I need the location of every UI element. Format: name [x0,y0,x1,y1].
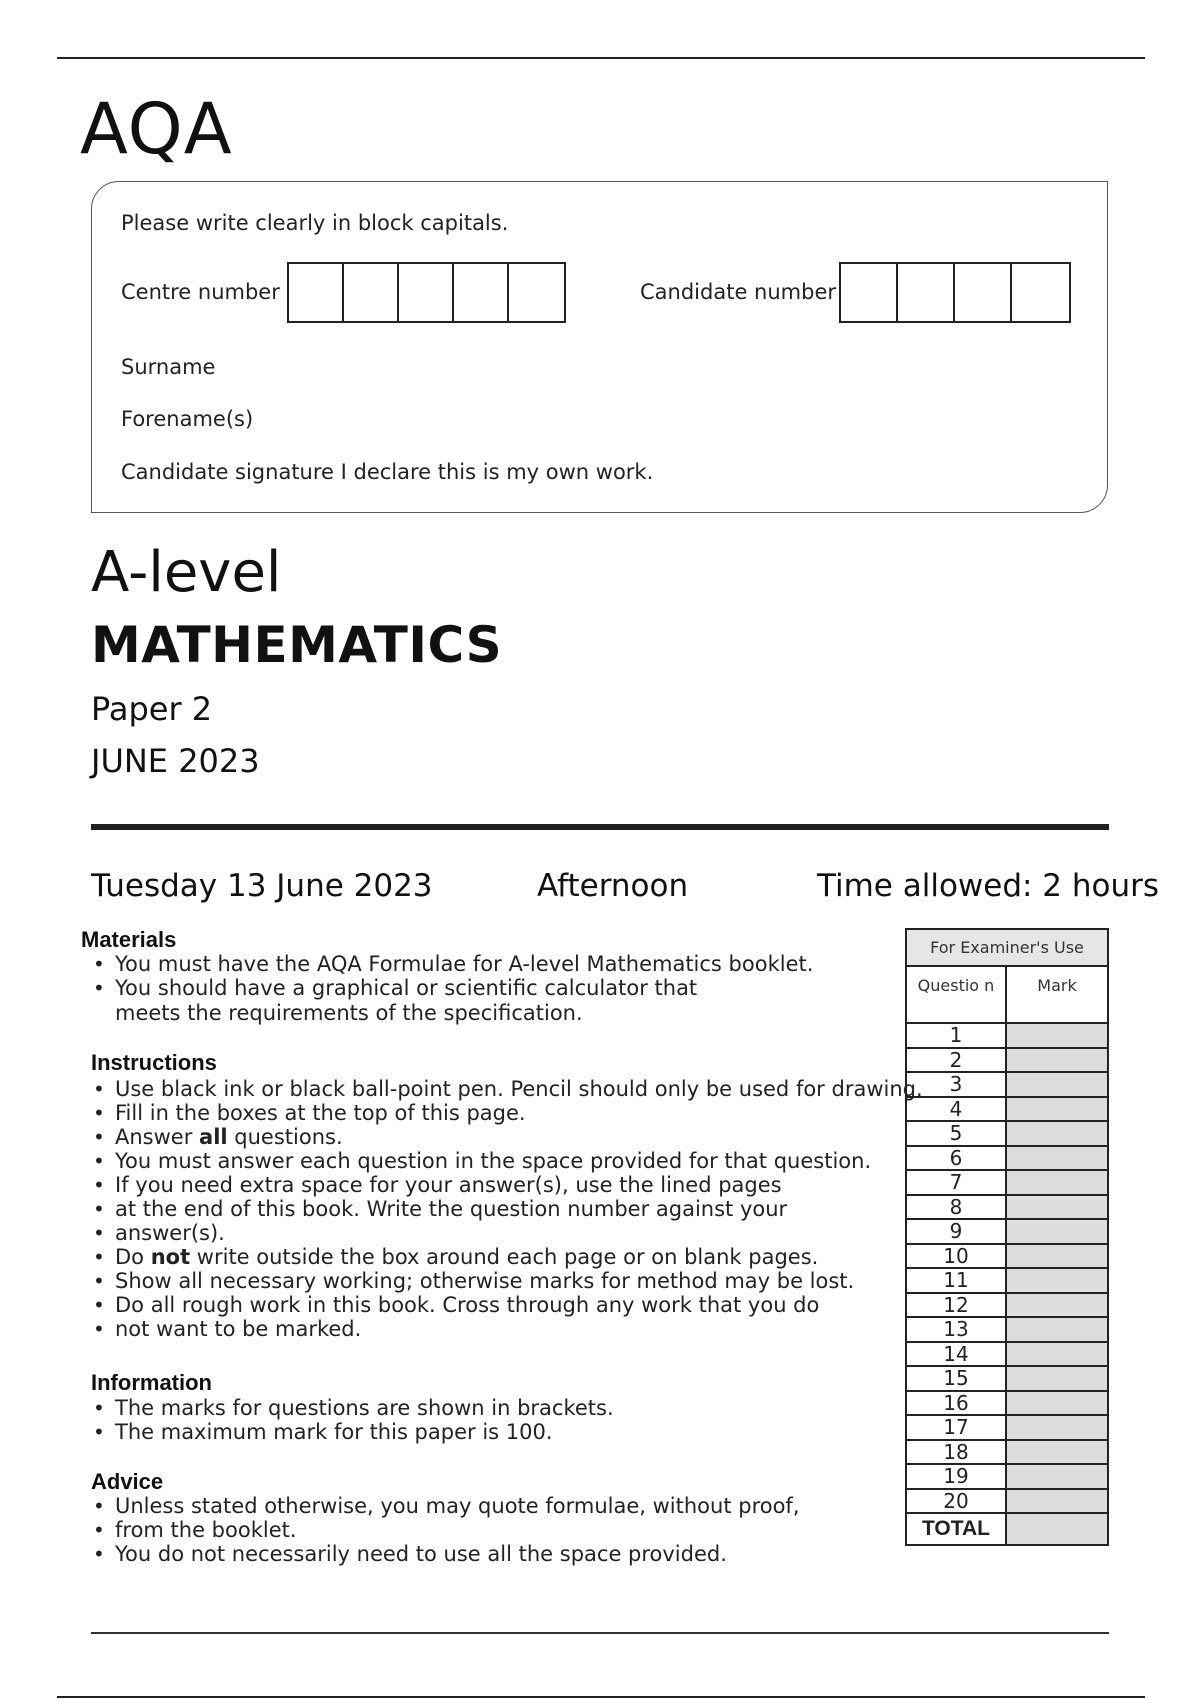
table-row [906,1072,1108,1097]
centre-number-box[interactable] [509,264,564,321]
question-number-cell: 14 [906,1342,1006,1367]
instructions-list [91,1077,923,1341]
list-item: • Unless stated otherwise, you may quote formulae, without proof, [91,1494,800,1518]
list-item: • The marks for questions are shown in brackets. [91,1396,614,1420]
question-number-cell: 19 [906,1464,1006,1489]
materials-list [91,952,813,1000]
question-number-cell: 4 [906,1097,1006,1122]
examiner-table-title: For Examiner's Use [906,929,1108,966]
mark-cell[interactable] [1006,1244,1108,1269]
bottom-rule [57,1696,1145,1698]
list-item: • Show all necessary working; otherwise marks for method may be lost. [91,1269,923,1293]
list-item-continuation [91,1317,923,1341]
question-number-cell: 20 [906,1489,1006,1514]
text: Answer [115,1125,200,1149]
mark-cell[interactable] [1006,1440,1108,1465]
mark-cell[interactable] [1006,1366,1108,1391]
mark-cell[interactable] [1006,1219,1108,1244]
table-row [906,1097,1108,1122]
table-row [906,1489,1108,1514]
question-number-cell: 3 [906,1072,1006,1097]
list-item-continuation [91,1221,923,1245]
candidate-number-box[interactable] [841,264,898,321]
question-number-cell: 9 [906,1219,1006,1244]
mark-cell[interactable] [1006,1072,1108,1097]
mark-cell[interactable] [1006,1391,1108,1416]
centre-number-box[interactable] [289,264,344,321]
centre-number-box[interactable] [399,264,454,321]
question-column-header: Questio n [906,966,1006,1023]
table-row [906,1464,1108,1489]
mark-column-header: Mark [1006,966,1108,1023]
advice-heading: Advice [91,1469,164,1494]
question-number-cell: 1 [906,1023,1006,1048]
mark-cell[interactable] [1006,1097,1108,1122]
list-item-continuation [91,1518,800,1542]
emphasis: all [199,1125,228,1149]
emphasis: not [150,1245,191,1269]
question-number-cell: 18 [906,1440,1006,1465]
list-item [91,1125,923,1149]
time-allowed: Time allowed: 2 hours [817,868,1160,904]
question-number-cell: 15 [906,1366,1006,1391]
mark-cell[interactable] [1006,1489,1108,1514]
mark-cell[interactable] [1006,1023,1108,1048]
question-number-cell: 2 [906,1048,1006,1073]
signature-label: Candidate signature I declare this is my own work. [121,460,654,484]
table-row [906,1293,1108,1318]
question-number-cell: 8 [906,1195,1006,1220]
qualification-level: A-level [91,540,282,605]
text: answer(s). [115,1221,225,1245]
text: questions. [227,1125,343,1149]
candidate-number-boxes[interactable] [839,262,1071,323]
candidate-number-label: Candidate number [640,280,836,304]
text: write outside the box around each page or on blank pages. [190,1245,819,1269]
total-mark-cell[interactable] [1006,1513,1108,1545]
table-row [906,1121,1108,1146]
table-row [906,1146,1108,1171]
list-item-continuation: meets the requirements of the specification. [115,1001,583,1025]
list-item [91,1245,923,1269]
text: at the end of this book. Write the question number against your [115,1197,788,1221]
footer-rule [91,1632,1109,1634]
question-number-cell: 7 [906,1170,1006,1195]
question-number-cell: 16 [906,1391,1006,1416]
examiner-use-table [905,928,1109,1546]
question-number-cell: 12 [906,1293,1006,1318]
list-item-continuation [91,1197,923,1221]
information-heading: Information [91,1370,212,1395]
question-number-cell: 17 [906,1415,1006,1440]
mark-cell[interactable] [1006,1293,1108,1318]
table-row [906,1415,1108,1440]
table-row [906,1391,1108,1416]
table-row [906,1317,1108,1342]
list-item: • Fill in the boxes at the top of this page. [91,1101,923,1125]
list-item: • You must answer each question in the space provided for that question. [91,1149,923,1173]
forename-label: Forename(s) [121,407,254,431]
list-item: • You must have the AQA Formulae for A-level Mathematics booklet. [91,952,813,976]
table-row [906,1342,1108,1367]
series-date: JUNE 2023 [91,742,260,780]
surname-label: Surname [121,355,216,379]
question-rows [906,1023,1108,1513]
text: not want to be marked. [115,1317,362,1341]
table-row [906,1195,1108,1220]
centre-number-boxes[interactable] [287,262,566,323]
mark-cell[interactable] [1006,1170,1108,1195]
top-rule [57,57,1145,59]
table-row [906,1170,1108,1195]
paper-number: Paper 2 [91,690,213,728]
table-row [906,1268,1108,1293]
block-capitals-instruction: Please write clearly in block capitals. [121,211,509,235]
advice-list [91,1494,800,1566]
title-divider [91,824,1109,830]
table-row [906,1023,1108,1048]
mark-cell[interactable] [1006,1121,1108,1146]
question-number-cell: 13 [906,1317,1006,1342]
text: from the booklet. [115,1518,297,1542]
question-number-cell: 10 [906,1244,1006,1269]
exam-day: Tuesday 13 June 2023 [91,868,433,904]
candidate-number-box[interactable] [955,264,1012,321]
candidate-number-box[interactable] [898,264,955,321]
table-row [906,1440,1108,1465]
centre-number-label: Centre number [121,280,280,304]
text: Do [115,1245,151,1269]
exam-session: Afternoon [537,868,689,904]
list-item: • Do all rough work in this book. Cross through any work that you do [91,1293,923,1317]
mark-cell[interactable] [1006,1415,1108,1440]
mark-cell[interactable] [1006,1317,1108,1342]
table-row [906,1366,1108,1391]
table-row [906,1219,1108,1244]
mark-cell[interactable] [1006,1195,1108,1220]
list-item: • You do not necessarily need to use all the space provided. [91,1542,800,1566]
mark-cell[interactable] [1006,1342,1108,1367]
mark-cell[interactable] [1006,1146,1108,1171]
table-row [906,1048,1108,1073]
question-number-cell: 11 [906,1268,1006,1293]
mark-cell[interactable] [1006,1048,1108,1073]
total-label: TOTAL [906,1513,1006,1545]
candidate-number-box[interactable] [1012,264,1069,321]
list-item: • The maximum mark for this paper is 100. [91,1420,614,1444]
subject-title: MATHEMATICS [91,616,503,674]
table-row [906,1244,1108,1269]
list-item: • If you need extra space for your answer(s), use the lined pages [91,1173,923,1197]
aqa-logo: AQA [80,88,233,170]
instructions-heading: Instructions [91,1050,217,1075]
centre-number-box[interactable] [454,264,509,321]
list-item: • You should have a graphical or scientific calculator that [91,976,813,1000]
mark-cell[interactable] [1006,1268,1108,1293]
mark-cell[interactable] [1006,1464,1108,1489]
centre-number-box[interactable] [344,264,399,321]
question-number-cell: 6 [906,1146,1006,1171]
materials-heading: Materials [81,927,177,952]
information-list [91,1396,614,1444]
list-item: • Use black ink or black ball-point pen. Pencil should only be used for drawing. [91,1077,923,1101]
question-number-cell: 5 [906,1121,1006,1146]
